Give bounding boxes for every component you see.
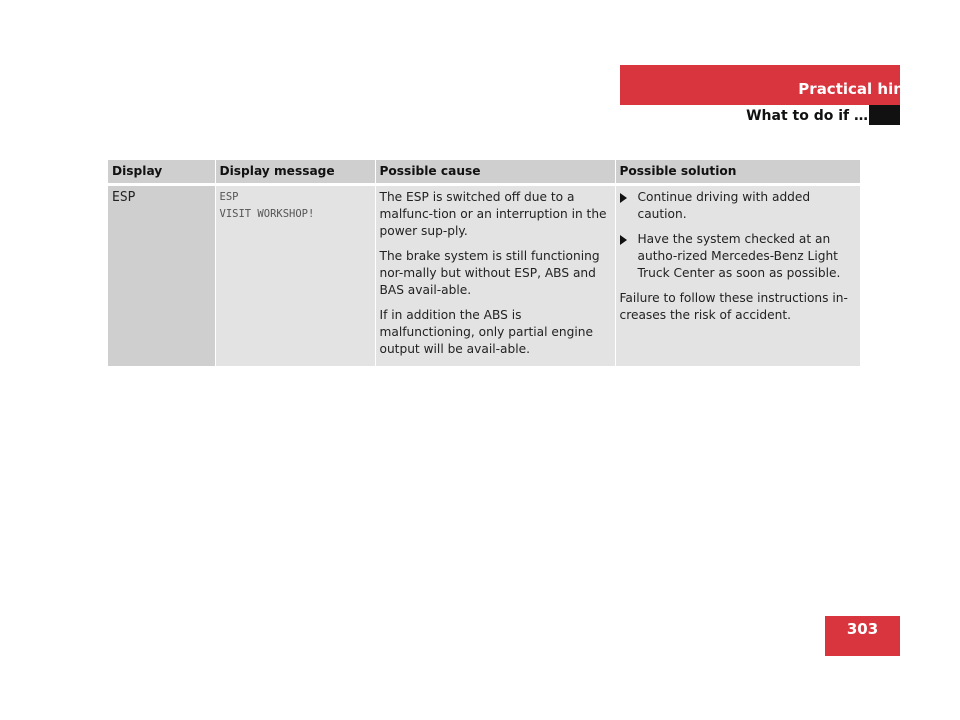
cause-paragraph-3: If in addition the ABS is malfunctioning, only partial engine output will be avail-able. — [379, 308, 593, 356]
solution-step-1 — [620, 189, 857, 223]
page-number: 303 — [846, 620, 879, 638]
cell-display-message — [215, 185, 375, 367]
header-possible-cause: Possible cause — [375, 160, 615, 185]
display-code: ESP — [112, 190, 136, 205]
page-number-box — [825, 616, 900, 656]
cell-display — [108, 185, 215, 367]
solution-step-text: Continue driving with added caution. — [637, 190, 811, 221]
solution-step-text: Have the system checked at an autho-rized Mercedes-Benz Light Truck Center as soon as possible. — [637, 232, 841, 280]
message-line-2: VISIT WORKSHOP! — [219, 208, 315, 220]
hints-table — [108, 160, 860, 366]
header-display: Display — [108, 160, 215, 185]
table-row — [108, 185, 860, 367]
header-possible-solution: Possible solution — [615, 160, 860, 185]
header-display-message: Display message — [215, 160, 375, 185]
cell-possible-solution — [615, 185, 860, 367]
arrow-bullet-icon — [620, 235, 627, 245]
solution-note: Failure to follow these instructions in-creases the risk of accident. — [619, 291, 848, 322]
subsection-title: What to do if … — [746, 108, 868, 124]
cause-paragraph-2: The brake system is still functioning nor-mally but without ESP, ABS and BAS avail-able. — [379, 249, 600, 297]
message-line-1: ESP — [219, 191, 239, 203]
table-header-row — [108, 160, 860, 185]
section-title: Practical hints — [798, 80, 920, 98]
cause-paragraph-1: The ESP is switched off due to a malfunc-tion or an interruption in the power sup-ply. — [379, 190, 607, 238]
cell-possible-cause — [375, 185, 615, 367]
arrow-bullet-icon — [620, 193, 627, 203]
section-tab-marker — [869, 105, 900, 125]
solution-step-2 — [620, 231, 857, 282]
